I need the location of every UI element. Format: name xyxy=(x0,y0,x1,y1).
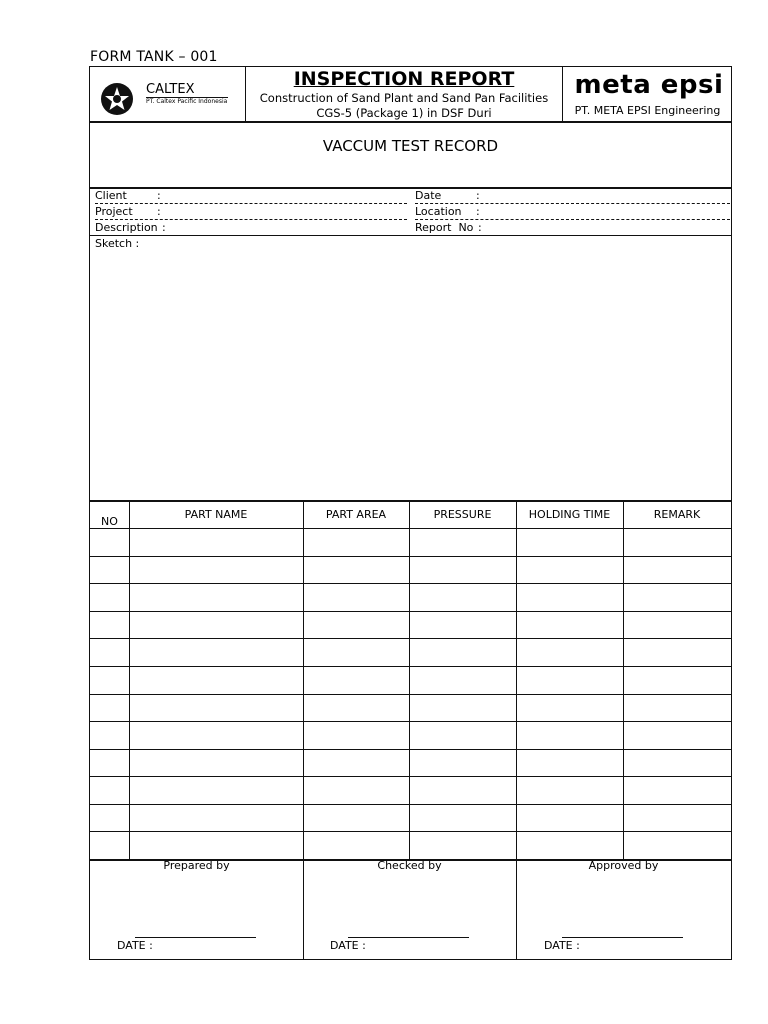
client-label: Client xyxy=(95,189,127,202)
record-title-box xyxy=(89,121,732,189)
table-row-line xyxy=(90,694,731,695)
table-col-divider xyxy=(129,501,130,859)
approved-by-label: Approved by xyxy=(588,859,659,872)
prepared-date-label: DATE : xyxy=(117,939,153,952)
report-title: INSPECTION REPORT xyxy=(293,68,515,90)
col-header-holding-time: HOLDING TIME xyxy=(528,508,611,521)
description-label: Description xyxy=(95,221,158,234)
location-colon: : xyxy=(476,205,480,218)
caltex-logo-sub: PT. Caltex Pacific Indonesia xyxy=(146,98,228,105)
report-subtitle-line1: Construction of Sand Plant and Sand Pan Facilities xyxy=(259,91,549,105)
project-label: Project xyxy=(95,205,133,218)
record-title: VACCUM TEST RECORD xyxy=(322,137,499,155)
table-row-line xyxy=(90,804,731,805)
fields-bottom-border xyxy=(90,235,731,236)
date-value-line xyxy=(415,203,730,204)
table-row-line xyxy=(90,611,731,612)
checked-date-label: DATE : xyxy=(330,939,366,952)
caltex-star-icon xyxy=(100,82,134,116)
prepared-signature-line xyxy=(135,937,256,938)
meta-epsi-logo: meta epsi xyxy=(574,70,724,100)
client-colon: : xyxy=(157,189,161,202)
report-no-colon: : xyxy=(478,221,482,234)
table-row-line xyxy=(90,638,731,639)
location-value-line xyxy=(415,219,730,220)
table-row-line xyxy=(90,721,731,722)
table-col-divider xyxy=(516,501,517,960)
form-body-box xyxy=(89,187,732,960)
table-row-line xyxy=(90,556,731,557)
form-code: FORM TANK – 001 xyxy=(90,49,218,65)
table-col-divider xyxy=(409,501,410,859)
table-col-divider xyxy=(623,501,624,859)
caltex-logo-name: CALTEX xyxy=(146,82,228,98)
project-colon: : xyxy=(157,205,161,218)
date-label: Date xyxy=(415,189,442,202)
description-colon: : xyxy=(162,221,166,234)
sketch-bottom-border xyxy=(90,500,731,502)
table-row-line xyxy=(90,666,731,667)
table-row-line xyxy=(90,749,731,750)
date-colon: : xyxy=(476,189,480,202)
table-row-line xyxy=(90,528,731,529)
table-row-line xyxy=(90,776,731,777)
table-col-divider xyxy=(303,501,304,960)
approved-date-label: DATE : xyxy=(544,939,580,952)
location-label: Location xyxy=(415,205,462,218)
col-header-part-name: PART NAME xyxy=(184,508,248,521)
report-no-label: Report No xyxy=(415,221,474,234)
approved-signature-line xyxy=(562,937,683,938)
checked-by-label: Checked by xyxy=(377,859,442,872)
checked-signature-line xyxy=(348,937,469,938)
sketch-label: Sketch : xyxy=(95,237,140,250)
prepared-by-label: Prepared by xyxy=(163,859,230,872)
report-subtitle-line2: CGS-5 (Package 1) in DSF Duri xyxy=(316,106,492,120)
project-value-line xyxy=(95,219,407,220)
col-header-part-area: PART AREA xyxy=(325,508,387,521)
client-value-line xyxy=(95,203,407,204)
col-header-remark: REMARK xyxy=(653,508,701,521)
caltex-logo xyxy=(100,82,134,116)
col-header-pressure: PRESSURE xyxy=(433,508,492,521)
table-row-line xyxy=(90,831,731,832)
col-header-no: NO xyxy=(101,515,118,528)
contractor-name: PT. META EPSI Engineering xyxy=(574,104,721,117)
table-row-line xyxy=(90,583,731,584)
